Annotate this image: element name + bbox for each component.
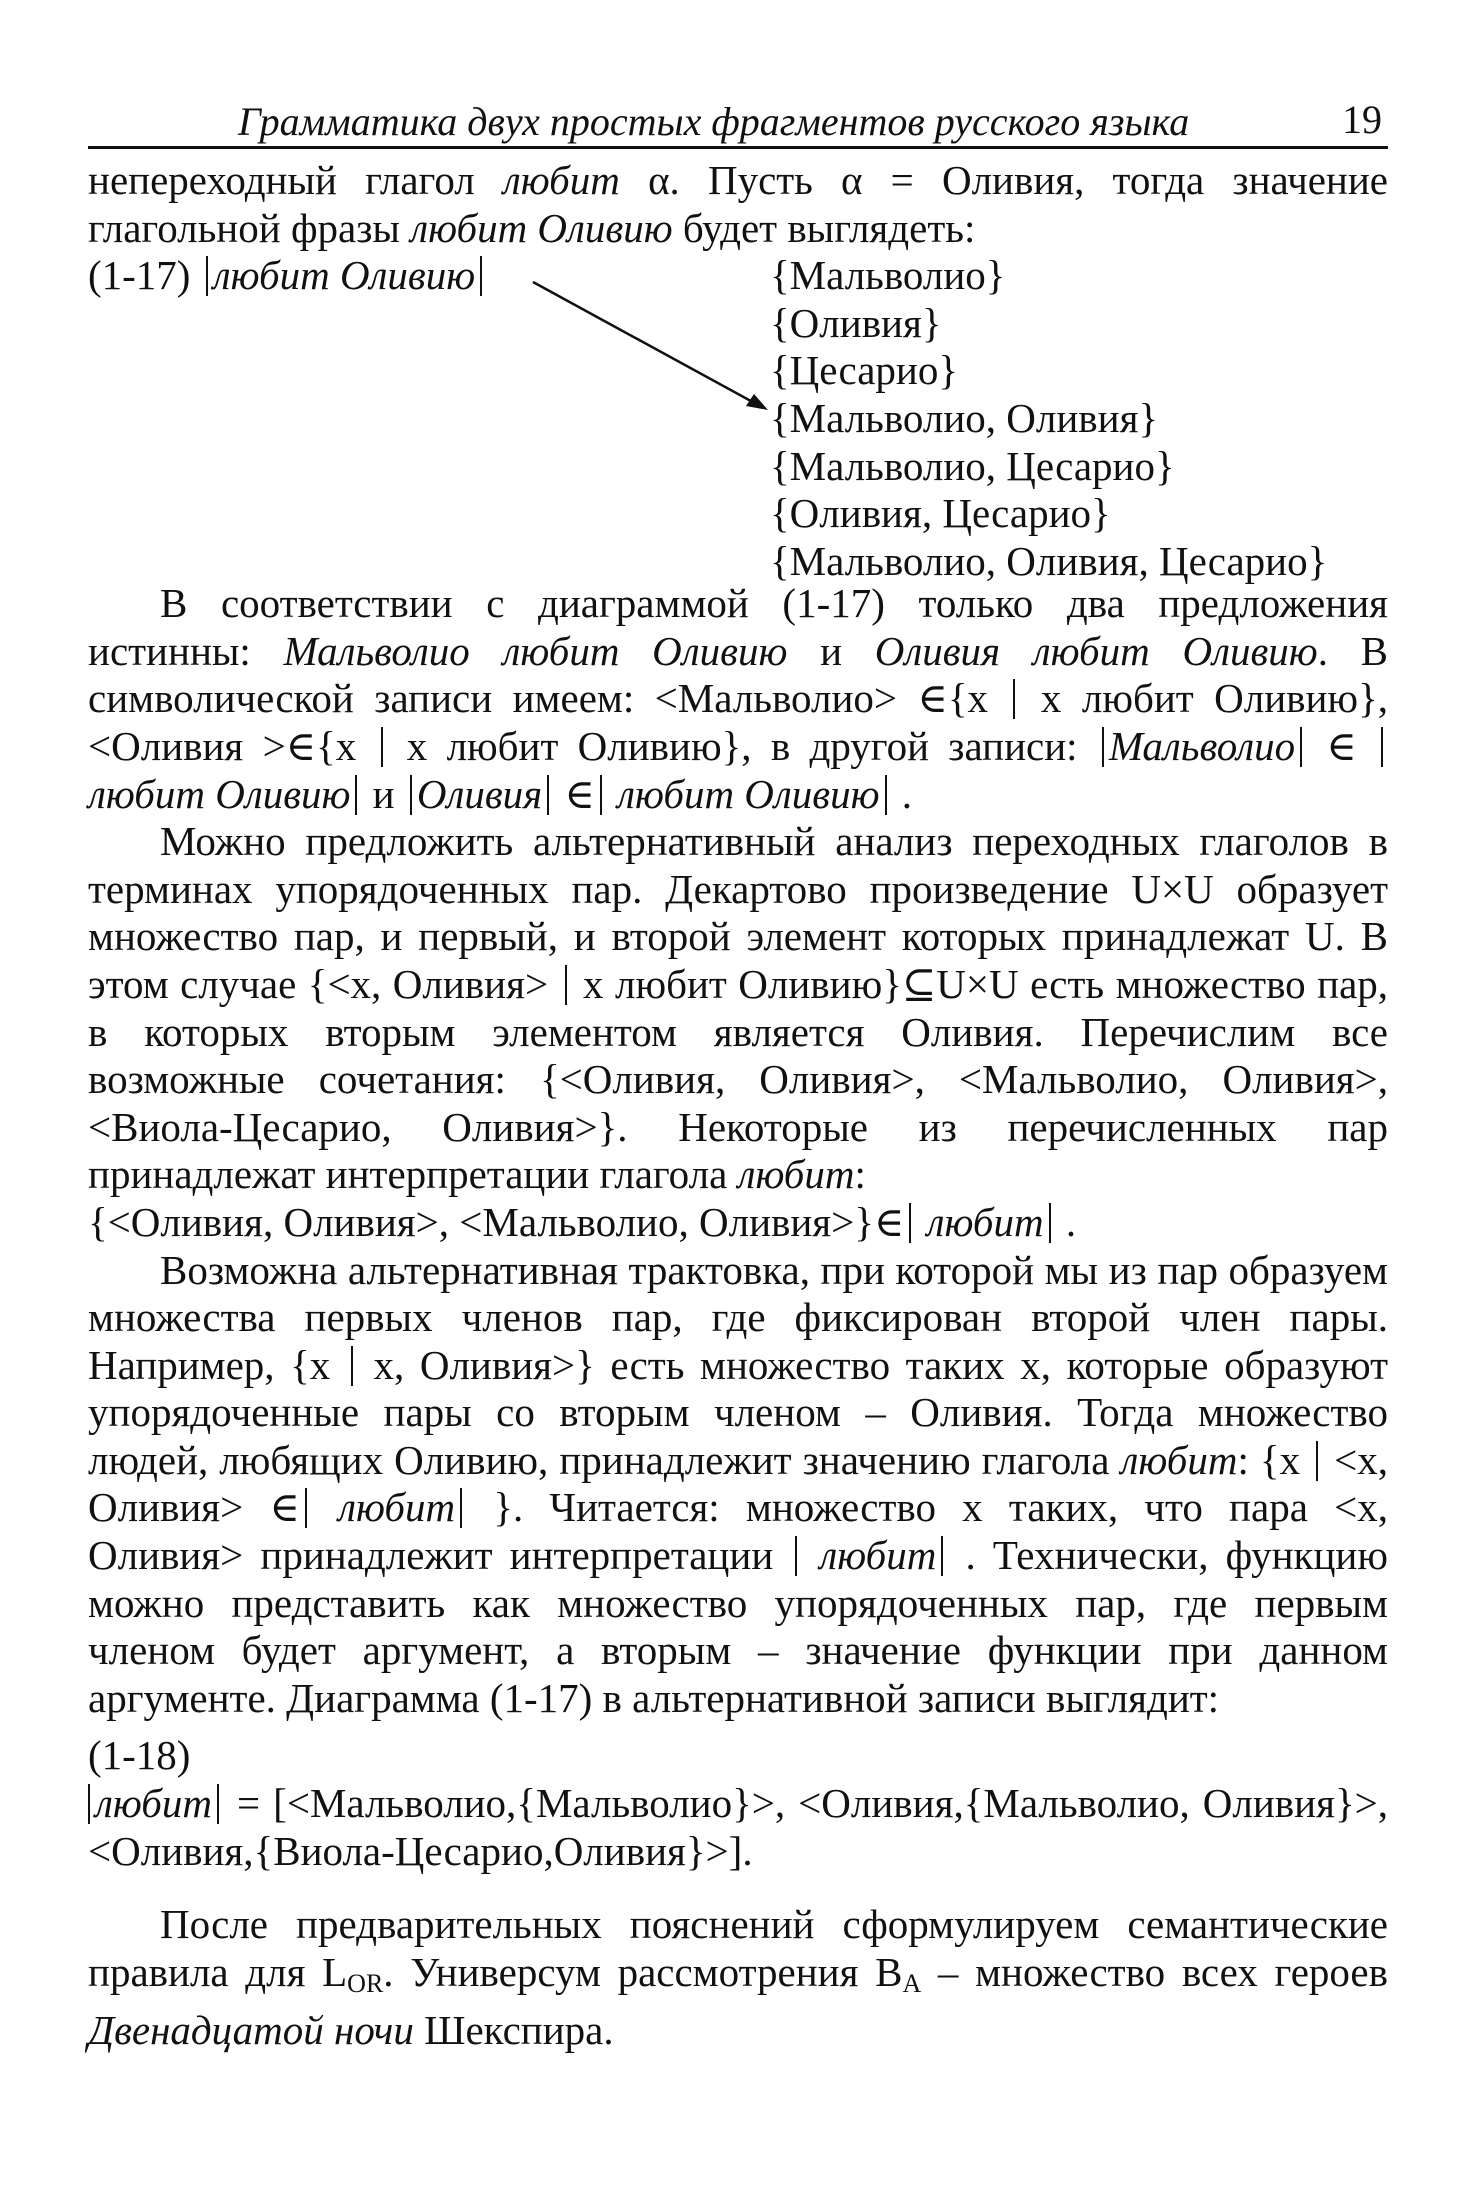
text-run: Можно предложить альтернативный анализ переходных глаголов в терминах упорядоченных пар. Декартово произведение U×U образует множество пар, и первый, и второй элемент которых принадлежат U. В этом случае {<x, Оливия>	[88, 818, 1388, 1007]
denotation-bar	[795, 1536, 797, 1576]
denotation-bar	[565, 965, 567, 1005]
text-run: и	[787, 627, 875, 674]
text-run: . Технически, функцию можно представить как множество упорядоченных пар, где первым членом будет аргумент, а вторым – значение функции при данном аргументе. Диаграмма (1-17) в альтернативной записи выглядит:	[88, 1532, 1388, 1721]
text-run: .	[891, 770, 912, 817]
text-run: любит	[311, 1484, 456, 1531]
text-run: α. Пусть α = Оливия, тогда значение глагольной фразы	[88, 157, 1389, 251]
diagram-label-line	[88, 252, 487, 300]
text-run: Мальволио	[1108, 722, 1296, 769]
text-run: любит	[1120, 1436, 1238, 1483]
text-run: непереходный глагол	[88, 157, 503, 203]
text-run: Шекспира.	[413, 2007, 614, 2054]
paragraph-3	[88, 1247, 1388, 1723]
set-item: {Цесарио}	[770, 347, 959, 394]
text-run: и	[362, 770, 405, 817]
text-run: x любит Оливию}, <Оливия >∈{x	[88, 675, 1388, 769]
text-run: A	[902, 1968, 922, 1998]
text-run: {<Оливия, Оливия>, <Мальволио, Оливия>}∈	[88, 1198, 905, 1245]
set-item: {Мальволио}	[770, 252, 1006, 299]
denotation-bar	[1300, 727, 1302, 767]
paragraph-1	[88, 580, 1388, 818]
text-run: :	[854, 1151, 866, 1198]
denotation-bar	[88, 1784, 90, 1824]
denotation-bar	[909, 1203, 911, 1243]
page-number: 19	[1342, 97, 1382, 142]
text-run: OR	[347, 1968, 384, 1998]
text-run: любит	[502, 157, 620, 203]
denotation-bar	[1049, 1203, 1051, 1243]
denotation-bar	[1316, 1441, 1318, 1481]
set-item: {Мальволио, Цесарио}	[770, 442, 1175, 489]
set-item: {Мальволио, Оливия, Цесарио}	[770, 537, 1328, 584]
intro-paragraph	[88, 157, 1388, 252]
set-item: {Оливия}	[770, 299, 942, 346]
set-item: {Мальволио, Оливия}	[770, 394, 1159, 441]
text-run: Возможна альтернативная трактовка, при которой мы из пар образуем множества первых членов пар, где фиксирован второй член пары. Например, {x	[88, 1246, 1388, 1388]
text-run: . Универсум рассмотрения B	[383, 1948, 903, 1995]
book-page	[88, 90, 1388, 2055]
set-item: {Оливия, Цесарио}	[770, 490, 1111, 537]
text-run: = [<Мальволио,{Мальволио}>, <Оливия,{Мальволио, Оливия}>, <Оливия,{Виола-Цесарио,Оливия}>].	[88, 1780, 1388, 1874]
text-run: Оливия любит Оливию	[874, 627, 1318, 674]
denotation-bar	[305, 1488, 307, 1528]
denotation-bar	[410, 775, 412, 815]
denotation-bar	[600, 775, 602, 815]
denotation-bar	[355, 775, 357, 815]
text-run: Оливия	[416, 770, 543, 817]
text-run: будет выглядеть:	[672, 204, 976, 251]
text-run: x любит Оливию}, в другой записи:	[387, 722, 1097, 769]
denotation-bar	[206, 256, 208, 296]
text-run: Мальволио любит Оливию	[283, 627, 788, 674]
denotation-bar	[1381, 727, 1383, 767]
text-run: .	[1055, 1198, 1077, 1245]
formula-1-18	[88, 1780, 1388, 1875]
denotation-bar	[480, 256, 482, 296]
text-run: любит Оливию	[410, 204, 673, 251]
denotation-bar	[217, 1784, 219, 1824]
denotation-bar	[1013, 679, 1015, 719]
text-run: любит	[737, 1151, 855, 1198]
denotation-bar	[460, 1488, 462, 1528]
running-title: Грамматика двух простых фрагментов русского языка	[238, 99, 1190, 144]
text-run: любит	[802, 1532, 937, 1579]
diagram-1-17	[88, 252, 1388, 584]
text-run: любит	[916, 1198, 1044, 1245]
denotation-bar	[941, 1536, 943, 1576]
text-run: любит Оливию	[88, 770, 351, 817]
text-run: ∈	[554, 770, 595, 817]
diagram-label: (1-17)	[88, 252, 191, 299]
text-run: x любит Оливию}⊆U×U есть множество пар, в которых вторым элементом является Оливия. Перечислим все возможные сочетания: {<Оливия, Оливия>, <Мальволио, Оливия>, <Виола-Цесарио, Оливия>}. Некоторые из перечисленных пар принадлежат интерпретации глагола	[88, 960, 1389, 1198]
text-run: любит Оливию	[606, 770, 880, 817]
text-run: любит	[95, 1780, 212, 1827]
denotation-bar	[381, 727, 383, 767]
diagram-phrase: любит Оливию	[212, 252, 476, 299]
text-run: <x, Оливия> ∈	[88, 1436, 1389, 1531]
paragraph-4	[88, 1901, 1388, 2055]
denotation-bar	[547, 775, 549, 815]
running-header	[88, 90, 1388, 149]
text-run: : {x	[1237, 1436, 1312, 1483]
text-run: }. Читается: множество x таких, что пара <x, Оливия> принадлежит интерпретации	[88, 1484, 1388, 1579]
text-run: В соответствии с диаграммой (1-17) только два предложения истинны:	[88, 580, 1388, 674]
paragraph-2	[88, 818, 1388, 1199]
paragraph-2-formula	[88, 1199, 1388, 1247]
text-run: После предварительных пояснений сформулируем семантические правила для L	[88, 1901, 1388, 1995]
diagram-set-list	[770, 252, 1327, 585]
text-run: x, Оливия>} есть множество таких x, которые образуют упорядоченные пары со вторым членом – Оливия. Тогда множество людей, любящих Оливию, принадлежит значению глагола	[88, 1341, 1388, 1483]
text-run: Двенадцатой ночи	[88, 2007, 414, 2054]
text-run: . В символической записи имеем: <Мальволио> ∈{x	[88, 627, 1388, 722]
denotation-bar	[885, 775, 887, 815]
formula-1-18-label: (1-18)	[88, 1732, 191, 1779]
denotation-bar	[1102, 727, 1104, 767]
text-run: – множество всех героев	[921, 1948, 1388, 1995]
denotation-bar	[351, 1346, 353, 1386]
text-run: ∈	[1307, 722, 1376, 769]
